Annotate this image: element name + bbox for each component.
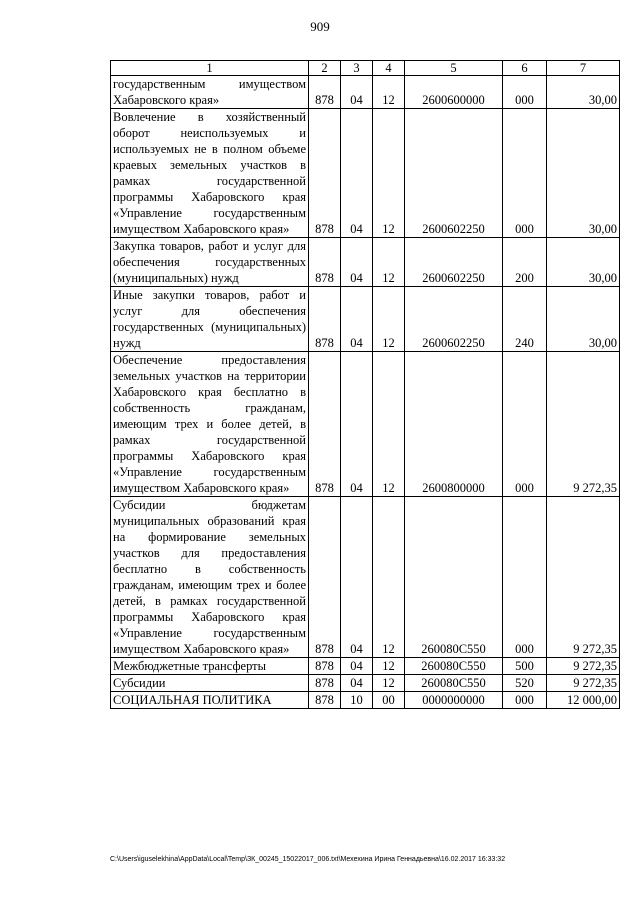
cell-expense-type: 000 <box>503 352 547 497</box>
row-name: государственным имуществом Хабаровского края» <box>111 76 309 109</box>
row-name: Субсидии <box>111 675 309 692</box>
row-name: СОЦИАЛЬНАЯ ПОЛИТИКА <box>111 692 309 709</box>
row-name: Закупка товаров, работ и услуг для обеспечения государственных (муниципальных) нужд <box>111 238 309 287</box>
table-row <box>111 675 620 692</box>
cell-target-code: 260080С550 <box>405 658 503 675</box>
cell-amount: 9 272,35 <box>547 497 620 658</box>
cell-amount: 12 000,00 <box>547 692 620 709</box>
cell-admin-code: 878 <box>309 352 341 497</box>
file-path-footer: C:\Users\iguselekhina\AppData\Local\Temp\ЗК_00245_15022017_006.txt\Мехехина Ирина Геннадьевна\16.02.2017 16:33:32 <box>110 856 506 863</box>
cell-subsection: 12 <box>373 109 405 238</box>
table-row <box>111 109 620 238</box>
table-row <box>111 692 620 709</box>
cell-amount: 9 272,35 <box>547 658 620 675</box>
cell-amount: 30,00 <box>547 109 620 238</box>
table-row <box>111 658 620 675</box>
cell-expense-type: 000 <box>503 109 547 238</box>
cell-amount: 9 272,35 <box>547 352 620 497</box>
cell-subsection: 12 <box>373 352 405 497</box>
cell-target-code: 2600600000 <box>405 76 503 109</box>
column-header: 6 <box>503 61 547 76</box>
cell-section: 04 <box>341 352 373 497</box>
cell-amount: 30,00 <box>547 287 620 352</box>
cell-target-code: 2600602250 <box>405 109 503 238</box>
cell-subsection: 12 <box>373 76 405 109</box>
cell-section: 04 <box>341 238 373 287</box>
row-name: Вовлечение в хозяйственный оборот неиспользуемых и используемых не в полном объеме краевых земельных участков в рамках государственной программы Хабаровского края «Управление государственным имуществом Хабаровского края» <box>111 109 309 238</box>
cell-expense-type: 200 <box>503 238 547 287</box>
cell-expense-type: 500 <box>503 658 547 675</box>
cell-expense-type: 520 <box>503 675 547 692</box>
cell-admin-code: 878 <box>309 675 341 692</box>
cell-target-code: 2600602250 <box>405 287 503 352</box>
column-header: 4 <box>373 61 405 76</box>
column-header: 1 <box>111 61 309 76</box>
cell-target-code: 260080С550 <box>405 497 503 658</box>
cell-admin-code: 878 <box>309 497 341 658</box>
cell-subsection: 00 <box>373 692 405 709</box>
cell-subsection: 12 <box>373 238 405 287</box>
row-name: Субсидии бюджетам муниципальных образований края на формирование земельных участков для предоставления бесплатно в собственность гражданам, имеющим трех и более детей, в рамках государственной программы Хабаровского края «Управление государственным имуществом Хабаровского края» <box>111 497 309 658</box>
cell-section: 04 <box>341 109 373 238</box>
cell-admin-code: 878 <box>309 238 341 287</box>
cell-amount: 9 272,35 <box>547 675 620 692</box>
cell-amount: 30,00 <box>547 76 620 109</box>
table-row <box>111 352 620 497</box>
cell-target-code: 2600800000 <box>405 352 503 497</box>
cell-target-code: 0000000000 <box>405 692 503 709</box>
cell-subsection: 12 <box>373 287 405 352</box>
cell-expense-type: 000 <box>503 76 547 109</box>
cell-target-code: 2600602250 <box>405 238 503 287</box>
cell-target-code: 260080С550 <box>405 675 503 692</box>
cell-subsection: 12 <box>373 497 405 658</box>
column-header: 5 <box>405 61 503 76</box>
budget-table <box>110 60 620 709</box>
table-header-row <box>111 61 620 76</box>
cell-section: 10 <box>341 692 373 709</box>
cell-section: 04 <box>341 287 373 352</box>
cell-expense-type: 000 <box>503 692 547 709</box>
row-name: Иные закупки товаров, работ и услуг для обеспечения государственных (муниципальных) нужд <box>111 287 309 352</box>
cell-subsection: 12 <box>373 658 405 675</box>
column-header: 3 <box>341 61 373 76</box>
table-row <box>111 76 620 109</box>
row-name: Межбюджетные трансферты <box>111 658 309 675</box>
cell-section: 04 <box>341 497 373 658</box>
cell-section: 04 <box>341 76 373 109</box>
table-row <box>111 497 620 658</box>
cell-admin-code: 878 <box>309 658 341 675</box>
cell-section: 04 <box>341 658 373 675</box>
page-number: 909 <box>310 19 330 34</box>
row-name: Обеспечение предоставления земельных участков на территории Хабаровского края бесплатно в собственность гражданам, имеющим трех и более детей, в рамках государственной программы Хабаровского края «Управление государственным имуществом Хабаровского края» <box>111 352 309 497</box>
cell-amount: 30,00 <box>547 238 620 287</box>
cell-admin-code: 878 <box>309 109 341 238</box>
column-header: 7 <box>547 61 620 76</box>
cell-subsection: 12 <box>373 675 405 692</box>
cell-admin-code: 878 <box>309 76 341 109</box>
cell-section: 04 <box>341 675 373 692</box>
table-row <box>111 238 620 287</box>
cell-admin-code: 878 <box>309 692 341 709</box>
table-row <box>111 287 620 352</box>
cell-expense-type: 000 <box>503 497 547 658</box>
cell-admin-code: 878 <box>309 287 341 352</box>
cell-expense-type: 240 <box>503 287 547 352</box>
column-header: 2 <box>309 61 341 76</box>
